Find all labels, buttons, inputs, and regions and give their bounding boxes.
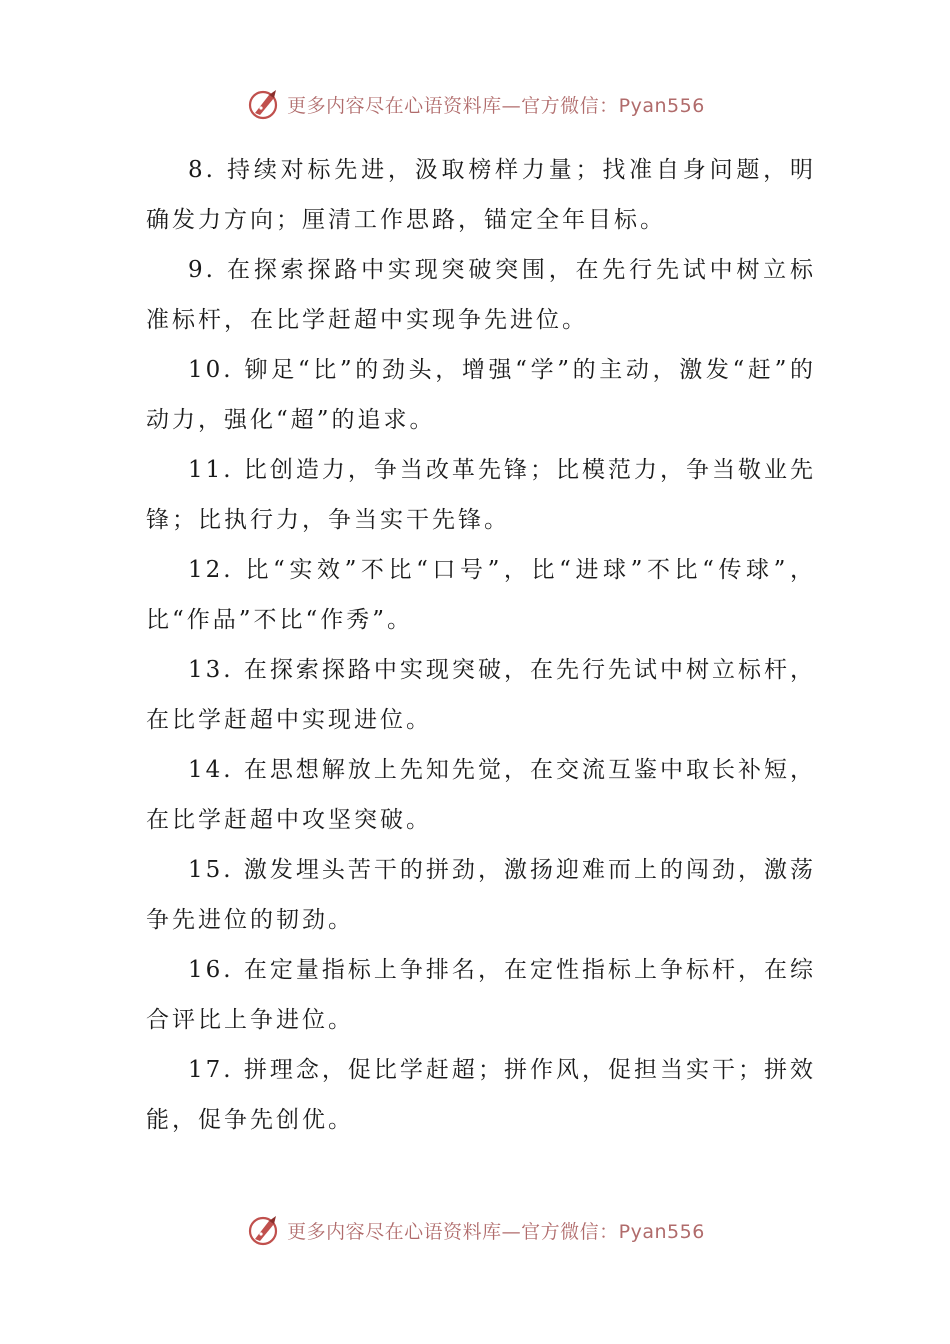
header-banner-text: 更多内容尽在心语资料库—官方微信：Pyan556: [287, 94, 705, 117]
document-body: [146, 145, 816, 1145]
header-banner: [0, 82, 950, 126]
list-item: 15. 激发埋头苦干的拼劲，激扬迎难而上的闯劲，激荡争先进位的韧劲。: [146, 857, 816, 933]
pen-nib-logo-icon: [245, 86, 281, 122]
list-item: 14. 在思想解放上先知先觉，在交流互鉴中取长补短，在比学赶超中攻坚突破。: [146, 757, 816, 833]
list-item: 16. 在定量指标上争排名，在定性指标上争标杆，在综合评比上争进位。: [146, 957, 816, 1033]
pen-nib-logo-icon: [245, 1212, 281, 1248]
header-wechat-id: Pyan556: [618, 94, 705, 117]
list-item: 8. 持续对标先进，汲取榜样力量；找准自身问题，明确发力方向；厘清工作思路，锚定全年目标。: [146, 157, 816, 233]
list-item: 9. 在探索探路中实现突破突围，在先行先试中树立标准标杆，在比学赶超中实现争先进位。: [146, 257, 816, 333]
list-item: 12. 比“实效”不比“口号”，比“进球”不比“传球”，比“作品”不比“作秀”。: [146, 557, 816, 633]
footer-wechat-id: Pyan556: [618, 1220, 705, 1243]
footer-banner-text: 更多内容尽在心语资料库—官方微信：Pyan556: [287, 1220, 705, 1243]
list-item: 13. 在探索探路中实现突破，在先行先试中树立标杆，在比学赶超中实现进位。: [146, 657, 816, 733]
list-item: 17. 拼理念，促比学赶超；拼作风，促担当实干；拼效能，促争先创优。: [146, 1057, 816, 1133]
footer-banner: [0, 1208, 950, 1252]
list-item: 11. 比创造力，争当改革先锋；比模范力，争当敬业先锋；比执行力，争当实干先锋。: [146, 457, 816, 533]
list-item: 10. 铆足“比”的劲头，增强“学”的主动，激发“赶”的动力，强化“超”的追求。: [146, 357, 816, 433]
